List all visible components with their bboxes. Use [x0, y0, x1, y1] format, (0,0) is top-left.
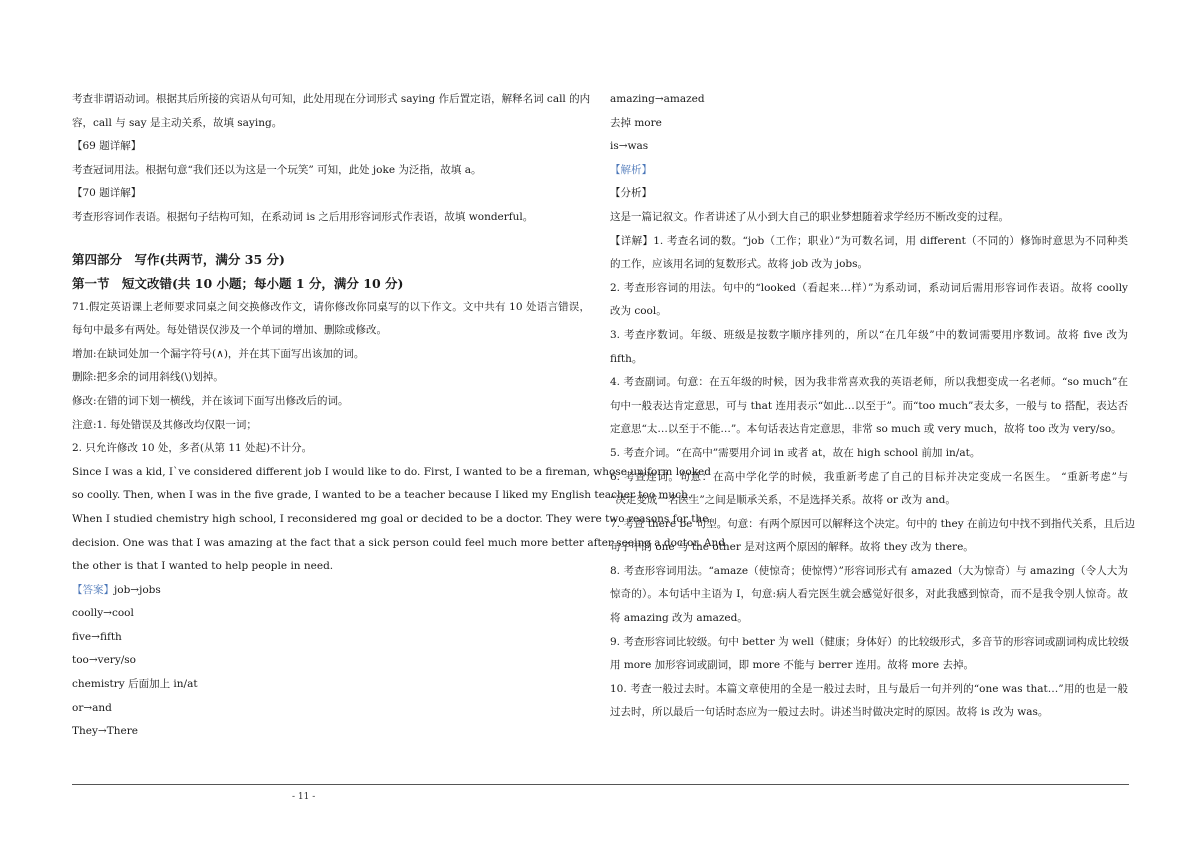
section-heading: [72, 272, 590, 296]
line-text: 每句中最多有两处。每处错误仅涉及一个单词的增加、删除或修改。: [72, 324, 387, 337]
page-number: - 11 -: [292, 792, 316, 802]
text-line: [72, 626, 590, 650]
text-line: [610, 678, 1128, 702]
line-text: 过去时，所以最后一句话时态应为一般过去时。讲述当时做决定时的原因。故将 is 改为 was。: [610, 706, 1049, 719]
text-line: [610, 489, 1128, 513]
line-text: decision. One was that I was amazing at the fact that a sick person could feel much more better after seeing a doctor. And: [72, 536, 725, 549]
footer-divider: [72, 784, 1129, 785]
line-text: 容，call 与 say 是主动关系，故填 saying。: [72, 116, 283, 129]
line-text: so coolly. Then, when I was in the five grade, I wanted to be a teacher because I liked my English teacher too much.: [72, 489, 692, 502]
line-text: 的工作，应该用名词的复数形式。故将 job 改为 jobs。: [610, 258, 868, 271]
line-text: 4. 考查副词。句意：在五年级的时候，因为我非常喜欢我的英语老师，所以我想变成一名老师。“so much”在: [610, 376, 1128, 389]
line-text: 删除:把多余的词用斜线(\)划掉。: [72, 371, 224, 384]
text-line: [610, 135, 1128, 159]
text-line: [610, 112, 1128, 136]
text-line: [72, 508, 709, 532]
text-line: [610, 466, 1128, 490]
right-column: [610, 88, 1136, 725]
line-text: 用 more 加形容词或副词，即 more 不能与 berrer 连用。故将 more 去掉。: [610, 659, 974, 672]
text-line: [610, 395, 1128, 419]
line-text: Since I was a kid, I`ve considered different job I would like to do. First, I wanted to be a fireman, whose uniform looked: [72, 465, 711, 478]
line-text: the other is that I wanted to help people in need.: [72, 560, 334, 573]
text-line: [610, 513, 1136, 537]
text-line: [610, 418, 1128, 442]
text-line: [610, 607, 1128, 631]
text-line: [72, 319, 590, 343]
line-text: fifth。: [610, 352, 643, 365]
text-line: [610, 631, 1128, 655]
line-text: 3. 考查序数词。年级、班级是按数字顺序排列的，所以“在几年级”中的数词需要用序数词。故将 five 改为: [610, 328, 1128, 341]
answer-label: 【答案】: [72, 583, 114, 596]
text-line: [610, 324, 1128, 348]
text-line: [610, 536, 1128, 560]
line-text: amazing→amazed: [610, 93, 705, 105]
line-text: 【详解】1. 考查名词的数。“job（工作；职业）”为可数名词，用 different（不同的）修饰时意思为不同种类: [610, 234, 1128, 247]
text-line: [72, 182, 590, 206]
line-text: chemistry 后面加上 in/at: [72, 678, 198, 691]
line-text: is→was: [610, 140, 649, 153]
text-line: [72, 206, 590, 230]
text-line: [610, 88, 1128, 112]
text-line: [610, 371, 1128, 395]
line-text: They→There: [72, 725, 138, 738]
line-text: 【分析】: [610, 187, 652, 200]
text-line: [610, 277, 1128, 301]
line-text: 句子中的 one 与 the other 是对这两个原因的解释。故将 they 改为 there。: [610, 541, 974, 554]
line-text: 考查形容词作表语。根据句子结构可知，在系动词 is 之后用形容词形式作表语，故填 wonderful。: [72, 210, 534, 223]
line-text: 2. 只允许修改 10 处，多者(从第 11 处起)不计分。: [72, 442, 313, 455]
line-text: 这是一篇记叙文。作者讲述了从小到大自己的职业梦想随着求学经历不断改变的过程。: [610, 210, 1009, 223]
text-line: [72, 390, 590, 414]
line-text: job→jobs: [114, 583, 161, 596]
text-line: [72, 343, 590, 367]
line-text: 去掉 more: [610, 116, 662, 129]
text-line: [72, 673, 590, 697]
line-text: 【69 题详解】: [72, 140, 142, 153]
line-text: 8. 考查形容词用法。“amaze（使惊奇；使惊愕）”形容词形式有 amazed（大为惊奇）与 amazing（令人大为: [610, 564, 1128, 577]
line-text: or→and: [72, 701, 112, 714]
text-line: [72, 532, 725, 556]
text-line: [610, 583, 1128, 607]
line-text: 定意思“太…以至于不能…”。本句话表达肯定意思，非常 so much 或 very much，故将 too 改为 very/so。: [610, 423, 1122, 436]
text-line: [610, 159, 1128, 183]
text-line: [610, 182, 1128, 206]
text-line: [610, 300, 1128, 324]
line-text: 6. 考查连词。句意：在高中学化学的时候，我重新考虑了自己的目标并决定变成一名医生。 “重新考虑”与: [610, 470, 1128, 483]
line-text: five→fifth: [72, 630, 122, 643]
text-line: [72, 697, 590, 721]
line-text: 改为 cool。: [610, 305, 667, 318]
spacer: [72, 230, 590, 248]
text-line: [610, 253, 1128, 277]
line-text: 7. 考查 there be 句型。句意：有两个原因可以解释这个决定。句中的 they 在前边句中找不到指代关系，且后边: [610, 517, 1136, 530]
line-text: 考查非谓语动词。根据其后所接的宾语从句可知，此处用现在分词形式 saying 作后置定语，解释名词 call 的内: [72, 93, 591, 105]
line-text: 9. 考查形容词比较级。句中 better 为 well（健康；身体好）的比较级形式，多音节的形容词或副词构成比较级: [610, 635, 1129, 648]
line-text: 2. 考查形容词的用法。句中的“looked（看起来…样）”为系动词，系动词后需用形容词作表语。故将 coolly: [610, 281, 1128, 294]
line-text: too→very/so: [72, 654, 137, 667]
text-line: [72, 649, 590, 673]
text-line: [610, 348, 1128, 372]
line-text: “决定变成一名医生”之间是顺承关系，不是选择关系。故将 or 改为 and。: [610, 494, 956, 507]
line-text: 考查冠词用法。根据句意“我们还以为这是一个玩笑” 可知，此处 joke 为泛指，故填 a。: [72, 163, 482, 176]
line-text: 5. 考查介词。“在高中”需要用介词 in 或者 at，故在 high school 前加 in/at。: [610, 446, 981, 459]
line-text: 第四部分 写作(共两节，满分 35 分): [72, 251, 285, 267]
text-line: [610, 230, 1128, 254]
answer-label: 【解析】: [610, 163, 652, 176]
line-text: When I studied chemistry high school, I reconsidered mg goal or decided to be a doctor. They were two reasons for the: [72, 512, 709, 525]
section-heading: [72, 248, 590, 272]
text-line: [610, 654, 1128, 678]
line-text: 句中一般表达肯定意思，可与 that 连用表示“如此…以至于”。而“too much”表太多，一般与 to 搭配，表达否: [610, 399, 1128, 412]
line-text: 71.假定英语课上老师要求同桌之间交换修改作文，请你修改你同桌写的以下作文。文中共有 10 处语言错误，: [72, 300, 590, 313]
text-line: [610, 206, 1128, 230]
line-text: 【70 题详解】: [72, 187, 142, 200]
text-line: [72, 437, 590, 461]
line-text: coolly→cool: [72, 607, 134, 620]
text-line: [72, 414, 590, 438]
text-line: [72, 484, 692, 508]
text-line: [72, 555, 590, 579]
text-line: [72, 720, 590, 744]
line-text: 将 amazing 改为 amazed。: [610, 612, 748, 625]
text-line: [72, 602, 590, 626]
text-line: [72, 135, 590, 159]
text-line: [610, 560, 1128, 584]
line-text: 增加:在缺词处加一个漏字符号(∧)，并在其下面写出该加的词。: [72, 347, 365, 360]
text-line: [610, 442, 1128, 466]
text-line: [72, 461, 711, 485]
text-line: [72, 88, 590, 112]
text-line: [72, 112, 590, 136]
text-line: [72, 159, 590, 183]
line-text: 第一节 短文改错(共 10 小题；每小题 1 分，满分 10 分): [72, 275, 404, 291]
line-text: 惊奇的）。本句话中主语为 I，句意:病人看完医生就会感觉好很多，对此我感到惊奇，而不是我令别人惊奇。故: [610, 588, 1128, 601]
text-line: [610, 701, 1128, 725]
line-text: 注意:1. 每处错误及其修改均仅限一词；: [72, 418, 257, 431]
text-line: [72, 296, 590, 320]
text-line: [72, 366, 590, 390]
line-text: 10. 考查一般过去时。本篇文章使用的全是一般过去时，且与最后一句并列的“one was that…”用的也是一般: [610, 682, 1128, 695]
line-text: 修改:在错的词下划一横线，并在该词下面写出修改后的词。: [72, 394, 349, 407]
text-line: [72, 579, 590, 603]
